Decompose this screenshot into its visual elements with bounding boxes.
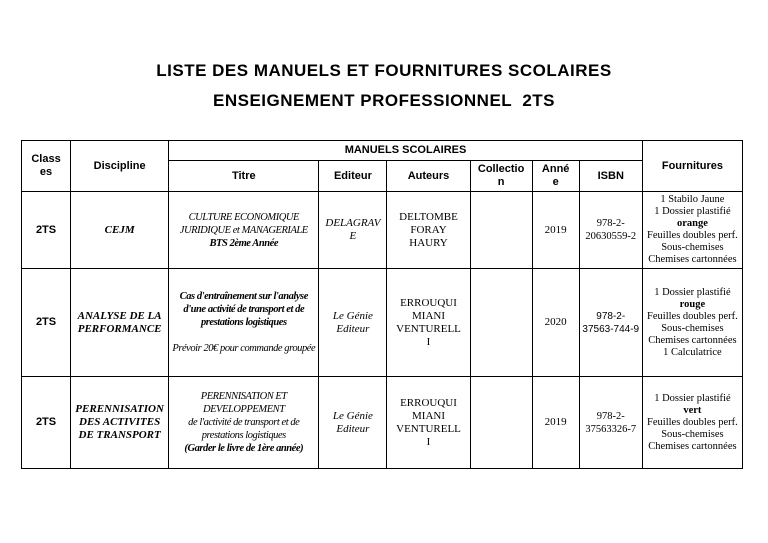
cell-isbn: 978-2-37563326-7 bbox=[579, 377, 642, 469]
cell-discipline: ANALYSE DE LA PERFORMANCE bbox=[71, 269, 169, 377]
cell-fournitures bbox=[642, 192, 742, 269]
cell-classe: 2TS bbox=[22, 269, 71, 377]
cell-discipline: PERENNISATION DES ACTIVITES DE TRANSPORT bbox=[71, 377, 169, 469]
text-segment: 1 Calculatrice bbox=[663, 346, 722, 358]
text-segment: rouge bbox=[679, 298, 706, 310]
text-segment: CULTURE ECONOMIQUE JURIDIQUE et MANAGERIALE bbox=[179, 211, 308, 236]
text-segment: BTS 2ème Année bbox=[209, 237, 279, 249]
cell-auteurs: DELTOMBE FORAY HAURY bbox=[387, 192, 470, 269]
cell-collection bbox=[470, 192, 532, 269]
page-title-line1: LISTE DES MANUELS ET FOURNITURES SCOLAIRES bbox=[156, 61, 612, 80]
text-segment: Sous-chemises bbox=[661, 428, 724, 440]
page-title bbox=[0, 0, 768, 116]
text-segment: (Garder le livre de 1ère année) bbox=[184, 443, 304, 454]
header-row-group bbox=[22, 141, 743, 161]
cell-editeur: DELAGRAVE bbox=[319, 192, 387, 269]
col-header-annee: Année bbox=[532, 161, 579, 192]
col-header-auteurs: Auteurs bbox=[387, 161, 470, 192]
text-segment: Feuilles doubles perf. bbox=[647, 310, 738, 322]
cell-collection bbox=[470, 377, 532, 469]
col-header-classes: Classes bbox=[22, 141, 71, 192]
col-header-fournitures: Fournitures bbox=[642, 141, 742, 192]
text-segment: Cas d'entraînement sur l'analyse d'une activité de transport et de prestations logistiques bbox=[179, 291, 308, 328]
table-row bbox=[22, 377, 743, 469]
cell-classe: 2TS bbox=[22, 192, 71, 269]
cell-annee: 2020 bbox=[532, 269, 579, 377]
text-segment: 1 Dossier plastifié bbox=[654, 392, 731, 404]
col-header-collection: Collection bbox=[470, 161, 532, 192]
cell-classe: 2TS bbox=[22, 377, 71, 469]
cell-fournitures bbox=[642, 269, 742, 377]
cell-discipline: CEJM bbox=[71, 192, 169, 269]
cell-annee: 2019 bbox=[532, 377, 579, 469]
cell-isbn: 978-2-20630559-2 bbox=[579, 192, 642, 269]
text-segment: Sous-chemises bbox=[661, 322, 724, 334]
text-segment: 1 Dossier plastifié bbox=[654, 206, 731, 217]
text-segment: Prévoir 20€ pour commande groupée bbox=[172, 343, 316, 354]
text-segment: Feuilles doubles perf. bbox=[647, 416, 738, 428]
col-header-discipline: Discipline bbox=[71, 141, 169, 192]
text-segment: Sous-chemises bbox=[661, 242, 724, 253]
table-row bbox=[22, 192, 743, 269]
manuals-table bbox=[21, 140, 743, 469]
text-segment: vert bbox=[683, 404, 702, 416]
text-segment: 1 Stabilo Jaune bbox=[660, 194, 725, 205]
text-segment: Chemises cartonnées bbox=[648, 254, 737, 265]
cell-titre bbox=[169, 377, 319, 469]
col-header-manuels-scolaires: MANUELS SCOLAIRES bbox=[169, 141, 643, 161]
text-segment: de l'activité de transport et de prestations logistiques bbox=[188, 417, 300, 441]
cell-editeur: Le Génie Editeur bbox=[319, 269, 387, 377]
cell-titre bbox=[169, 192, 319, 269]
col-header-titre: Titre bbox=[169, 161, 319, 192]
cell-auteurs: ERROUQUI MIANI VENTURELLI bbox=[387, 377, 470, 469]
text-segment: Chemises cartonnées bbox=[648, 334, 737, 346]
cell-annee: 2019 bbox=[532, 192, 579, 269]
cell-isbn: 978-2-37563-744-9 bbox=[579, 269, 642, 377]
text-segment: orange bbox=[676, 218, 708, 229]
cell-titre bbox=[169, 269, 319, 377]
cell-auteurs: ERROUQUI MIANI VENTURELLI bbox=[387, 269, 470, 377]
text-segment: Feuilles doubles perf. bbox=[647, 230, 738, 241]
page-title-line2: ENSEIGNEMENT PROFESSIONNEL 2TS bbox=[212, 91, 556, 110]
text-segment: PERENNISATION ET DEVELOPPEMENT bbox=[200, 391, 287, 415]
table-row bbox=[22, 269, 743, 377]
table-header bbox=[22, 141, 743, 192]
text-segment: Chemises cartonnées bbox=[648, 440, 737, 452]
text-segment: 1 Dossier plastifié bbox=[654, 286, 731, 298]
cell-editeur: Le Génie Editeur bbox=[319, 377, 387, 469]
table-body bbox=[22, 192, 743, 469]
cell-fournitures bbox=[642, 377, 742, 469]
col-header-isbn: ISBN bbox=[579, 161, 642, 192]
col-header-editeur: Editeur bbox=[319, 161, 387, 192]
cell-collection bbox=[470, 269, 532, 377]
